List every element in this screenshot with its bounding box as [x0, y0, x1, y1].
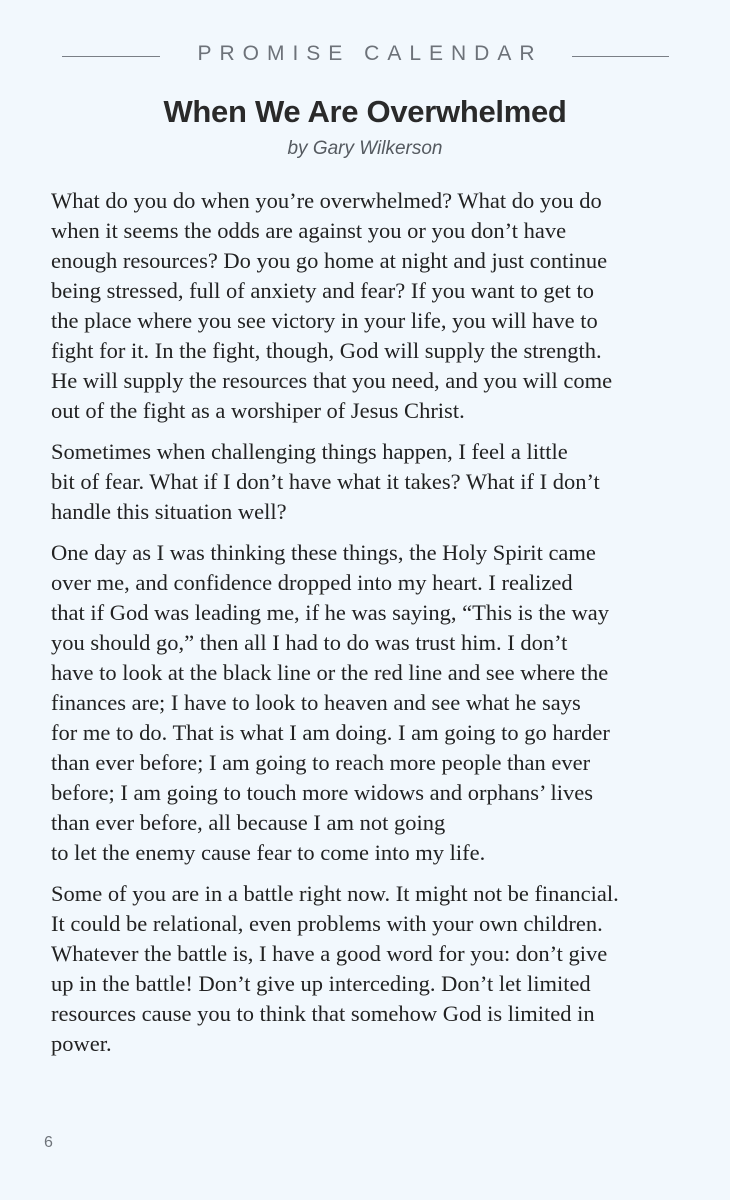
paragraph-1	[51, 186, 691, 426]
text-line: fight for it. In the fight, though, God will supply the strength.	[51, 338, 602, 363]
text-line: before; I am going to touch more widows and orphans’ lives	[51, 780, 593, 805]
header-rule-left	[62, 56, 160, 57]
text-line: He will supply the resources that you need, and you will come	[51, 368, 613, 393]
text-line: What do you do when you’re overwhelmed? What do you do	[51, 188, 602, 213]
header-rule-right	[572, 56, 669, 57]
text-line: have to look at the black line or the red line and see where the	[51, 660, 609, 685]
text-line: than ever before, all because I am not going	[51, 810, 446, 835]
running-header	[0, 38, 730, 74]
text-line: handle this situation well?	[51, 499, 287, 524]
text-line: Whatever the battle is, I have a good word for you: don’t give	[51, 941, 608, 966]
text-line: when it seems the odds are against you or you don’t have	[51, 218, 567, 243]
paragraph-3	[51, 538, 691, 868]
article-title: When We Are Overwhelmed	[163, 94, 567, 129]
text-line: being stressed, full of anxiety and fear? If you want to get to	[51, 278, 594, 303]
header-label: PROMISE CALENDAR	[197, 42, 543, 65]
text-line: power.	[51, 1031, 112, 1056]
text-line: up in the battle! Don’t give up interceding. Don’t let limited	[51, 971, 591, 996]
page-number: 6	[44, 1134, 53, 1151]
text-line: bit of fear. What if I don’t have what it takes? What if I don’t	[51, 469, 600, 494]
text-line: One day as I was thinking these things, the Holy Spirit came	[51, 540, 596, 565]
text-line: the place where you see victory in your life, you will have to	[51, 308, 598, 333]
paragraph-2	[51, 437, 691, 527]
text-line: over me, and confidence dropped into my heart. I realized	[51, 570, 573, 595]
text-line: that if God was leading me, if he was saying, “This is the way	[51, 600, 609, 625]
article-body	[51, 186, 691, 1070]
text-line: finances are; I have to look to heaven and see what he says	[51, 690, 581, 715]
text-line: for me to do. That is what I am doing. I am going to go harder	[51, 720, 610, 745]
article-byline: by Gary Wilkerson	[287, 138, 443, 159]
text-line: Sometimes when challenging things happen, I feel a little	[51, 439, 568, 464]
text-line: to let the enemy cause fear to come into my life.	[51, 840, 486, 865]
paragraph-4	[51, 879, 691, 1059]
text-line: It could be relational, even problems with your own children.	[51, 911, 603, 936]
text-line: out of the fight as a worshiper of Jesus Christ.	[51, 398, 465, 423]
text-line: you should go,” then all I had to do was trust him. I don’t	[51, 630, 568, 655]
text-line: than ever before; I am going to reach more people than ever	[51, 750, 591, 775]
text-line: resources cause you to think that somehow God is limited in	[51, 1001, 595, 1026]
text-line: Some of you are in a battle right now. It might not be financial.	[51, 881, 619, 906]
text-line: enough resources? Do you go home at night and just continue	[51, 248, 608, 273]
